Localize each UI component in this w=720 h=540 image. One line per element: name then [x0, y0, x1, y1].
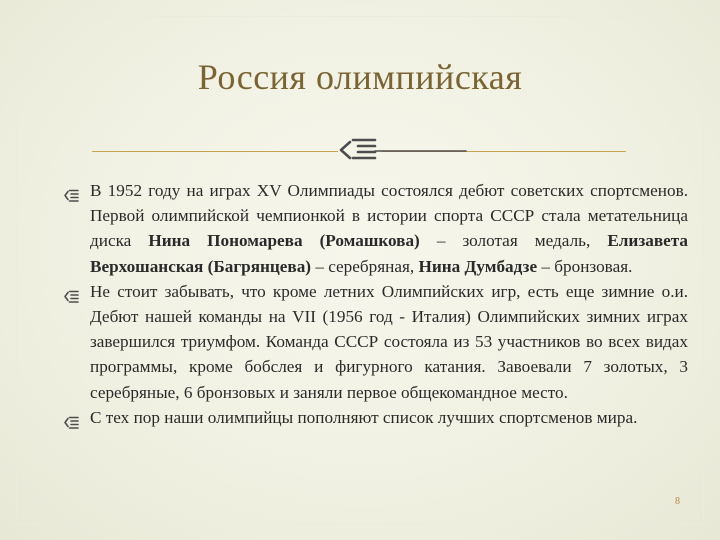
bullet-item — [64, 279, 688, 405]
text-run: С тех пор наши олимпийцы пополняют список лучших спортсменов мира. — [90, 407, 638, 427]
text-run: В 1952 году на играх XV Олимпиады состоялся дебют советских спортсменов. Первой олимпийской чемпионкой в истории спорта СССР стала метательница диска — [90, 181, 688, 251]
bold-text: Нина Думбадзе — [418, 256, 538, 276]
text-run: Не стоит забывать, что кроме летних Олимпийских игр, есть еще зимние о.и. Дебют нашей команды на VII (1956 год - Италия) Олимпийских зимних играх завершился триумфом. Команда СССР состояла из 53 участников во всех видах программы, кроме бобслея и фигурного катания. Завоевали 7 золотых, 3 серебряные, 6 бронзовых и заняли первое общекомандное место. — [90, 281, 688, 402]
list-lines-icon — [64, 285, 79, 298]
page-number: 8 — [675, 496, 680, 507]
bold-text: Нина Пономарева (Ромашкова) — [148, 231, 420, 251]
list-lines-icon — [64, 411, 79, 424]
bullet-item — [64, 178, 688, 279]
slide-title: Россия олимпийская — [197, 57, 523, 97]
bullet-item — [64, 405, 688, 430]
text-run: – золотая медаль, — [419, 231, 608, 251]
bullet-list — [64, 178, 688, 430]
text-run: – бронзовая. — [537, 256, 633, 276]
list-lines-icon — [64, 184, 79, 197]
text-run: – серебряная, — [311, 256, 419, 276]
bold-text: Елизавета Верхошанская (Багрянцева) — [90, 231, 688, 276]
text-lines-ornament-icon — [341, 140, 466, 158]
